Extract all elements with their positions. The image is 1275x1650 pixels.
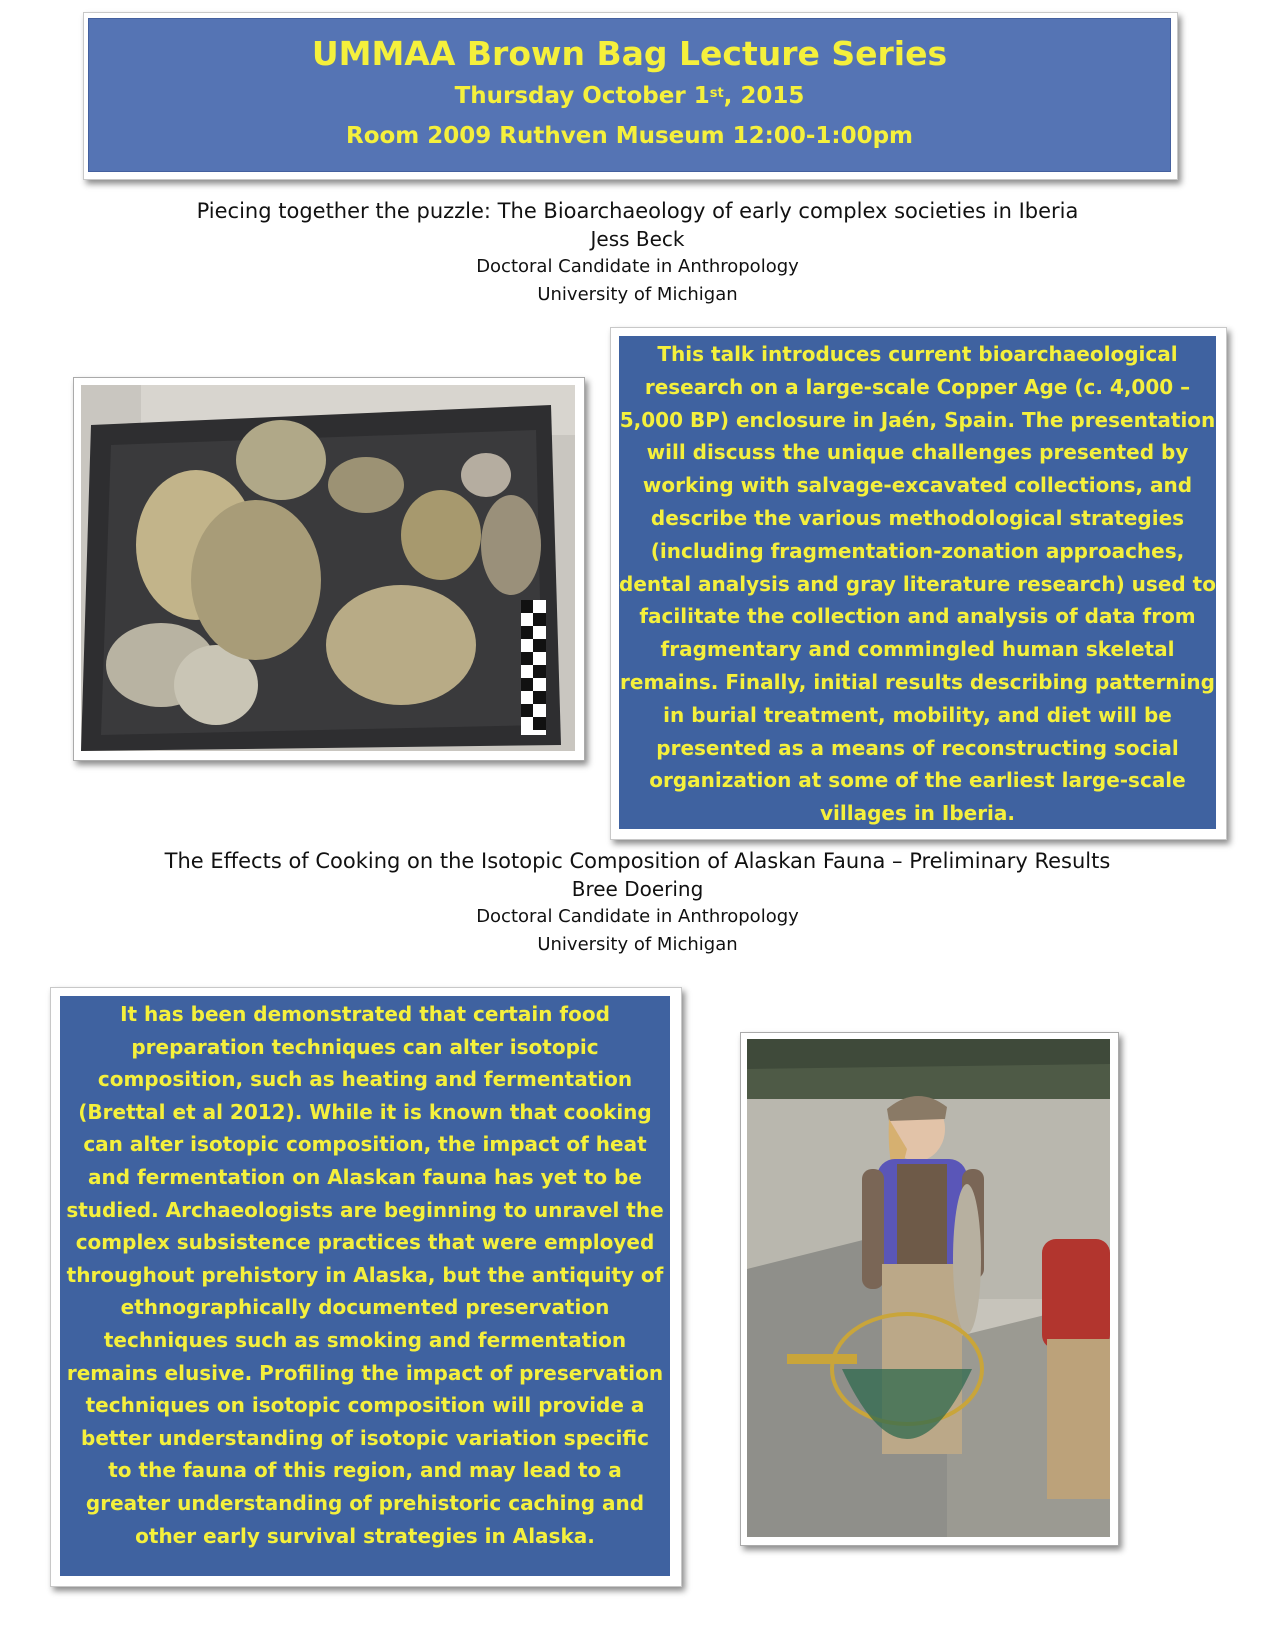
event-banner <box>88 18 1171 172</box>
series-title: UMMAA Brown Bag Lecture Series <box>311 34 948 73</box>
abstract-line: fragmentary and commingled human skeletal <box>660 637 1175 662</box>
date-text: Thursday October 1 <box>454 83 710 109</box>
abstract-line: organization at some of the earliest large-scale <box>649 768 1186 793</box>
abstract-line: better understanding of isotopic variation specific <box>81 1425 649 1450</box>
abstract-line: composition, such as heating and fermentation <box>97 1067 633 1092</box>
abstract-line: will discuss the unique challenges presented by <box>646 440 1189 465</box>
event-date <box>88 76 1171 116</box>
abstract-line: villages in Iberia. <box>819 801 1016 826</box>
abstract-line: 5,000 BP) enclosure in Jaén, Spain. The presentation <box>619 407 1216 432</box>
talk1-header <box>0 197 1275 309</box>
abstract-line: in burial treatment, mobility, and diet will be <box>663 702 1172 727</box>
abstract-line: throughout prehistory in Alaska, but the antiquity of <box>66 1262 664 1287</box>
abstract-line: techniques on isotopic composition will provide a <box>85 1393 645 1418</box>
date-ordinal: st <box>709 86 724 101</box>
talk1-role: Doctoral Candidate in Anthropology <box>476 256 799 277</box>
abstract-line: ethnographically documented preservation <box>120 1295 610 1320</box>
talk2-role: Doctoral Candidate in Anthropology <box>476 906 799 927</box>
abstract-line: facilitate the collection and analysis of data from <box>639 604 1196 629</box>
abstract-line: This talk introduces current bioarchaeological <box>657 342 1178 366</box>
fishing-researcher-photo <box>747 1039 1110 1537</box>
abstract-line: presented as a means of reconstructing social <box>656 735 1179 760</box>
talk1-affiliation: University of Michigan <box>537 284 738 305</box>
date-year: , 2015 <box>723 83 805 109</box>
talk1-speaker: Jess Beck <box>590 227 685 251</box>
abstract-line: complex subsistence practices that were employed <box>75 1230 655 1255</box>
talk2-affiliation: University of Michigan <box>537 934 738 955</box>
abstract-line: to the fauna of this region, and may lead to a <box>108 1458 622 1483</box>
abstract-line: techniques such as smoking and fermentation <box>103 1327 627 1352</box>
talk1-abstract <box>619 336 1216 829</box>
abstract-line: working with salvage-excavated collections, and <box>642 473 1193 498</box>
abstract-line: greater understanding of prehistoric caching and <box>85 1490 645 1515</box>
abstract-line: describe the various methodological strategies <box>650 505 1185 530</box>
abstract-line: research on a large-scale Copper Age (c. 4,000 – <box>644 374 1191 399</box>
abstract-line: (Brettal et al 2012). While it is known that cooking <box>78 1099 652 1124</box>
talk2-abstract <box>60 996 670 1576</box>
abstract-line: studied. Archaeologists are beginning to unravel the <box>66 1197 664 1222</box>
abstract-line: It has been demonstrated that certain food <box>120 1002 610 1026</box>
abstract-line: can alter isotopic composition, the impact of heat <box>83 1132 647 1157</box>
talk2-header <box>0 847 1275 959</box>
abstract-line: remains. Finally, initial results describing patterning <box>620 669 1215 694</box>
bone-fragments-photo <box>81 385 575 751</box>
event-room: Room 2009 Ruthven Museum 12:00-1:00pm <box>345 123 914 149</box>
abstract-line: (including fragmentation-zonation approaches, <box>650 538 1185 563</box>
talk1-title: Piecing together the puzzle: The Bioarchaeology of early complex societies in Iberia <box>196 199 1079 223</box>
abstract-line: remains elusive. Profiling the impact of preservation <box>66 1360 664 1385</box>
abstract-line: dental analysis and gray literature research) used to <box>619 571 1216 596</box>
abstract-line: other early survival strategies in Alaska. <box>135 1523 595 1548</box>
talk2-speaker: Bree Doering <box>571 877 704 901</box>
talk2-title: The Effects of Cooking on the Isotopic Composition of Alaskan Fauna – Preliminary Results <box>164 849 1111 873</box>
abstract-line: and fermentation on Alaskan fauna has yet to be <box>88 1164 642 1189</box>
abstract-line: preparation techniques can alter isotopic <box>131 1034 599 1059</box>
